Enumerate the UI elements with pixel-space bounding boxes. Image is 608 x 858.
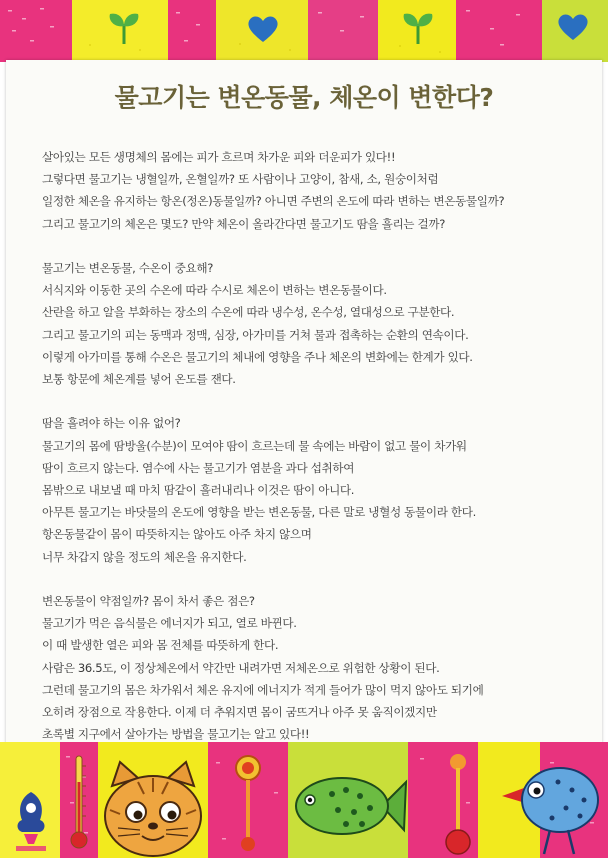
section-heading: 물고기는 변온동물, 수온이 중요해? (42, 261, 214, 275)
text-line: 너무 차갑지 않을 정도의 체온을 유지한다. (42, 549, 247, 564)
text-line: 초록별 지구에서 살아가는 방법을 물고기는 알고 있다!! (42, 727, 310, 742)
text-line: 오히려 장점으로 작용한다. 이제 더 추워지면 몸이 굼뜨거나 아주 못 움직이겠지만 (42, 705, 437, 720)
text-line: 살아있는 모든 생명체의 몸에는 피가 흐르며 차가운 피와 더운피가 있다!! (42, 150, 396, 164)
text-line: 이렇게 아가미를 통해 수온은 물고기의 체내에 영향을 주나 체온의 변화에는 한계가 있다. (42, 349, 473, 364)
text-line: 이 때 발생한 열은 피와 몸 전체를 따뜻하게 한다. (42, 638, 279, 653)
text-line: 서식지와 이동한 곳의 수온에 따라 수시로 체온이 변하는 변온동물이다. (42, 283, 387, 298)
paragraph-water-temperature (42, 257, 594, 390)
top-banner (0, 0, 608, 62)
paragraph-intro (42, 146, 594, 235)
section-heading: 땀을 흘려야 하는 이유 없어? (42, 416, 181, 431)
article-body (42, 146, 594, 790)
thermometer-icon (438, 748, 478, 858)
text-line: 물고기의 몸에 땀방울(수분)이 모여야 땀이 흐르는데 물 속에는 바람이 없고 물이 차가워 (42, 438, 467, 453)
heart-icon (556, 12, 590, 42)
fish-icon (290, 770, 408, 842)
text-line: 그렇다면 물고기는 냉혈일까, 온혈일까? 또 사람이나 고양이, 참새, 소, 원숭이처럼 (42, 172, 439, 187)
sprout-icon (398, 8, 438, 46)
bird-icon (498, 756, 602, 856)
text-line: 산란을 하고 알을 부화하는 장소의 수온에 따라 냉수성, 온수성, 열대성으로 구분한다. (42, 305, 455, 320)
text-line: 사람은 36.5도, 이 정상체온에서 약간만 내려가면 저체온으로 위험한 상황이 된다. (42, 660, 440, 675)
heart-icon (246, 14, 280, 44)
page-title: 물고기는 변온동물, 체온이 변한다? (114, 83, 494, 112)
text-line: 땀이 흐르지 않는다. 염수에 사는 물고기가 염분을 과다 섭취하여 (42, 460, 355, 475)
text-line: 그런데 물고기의 몸은 차가워서 체온 유지에 에너지가 적게 들어가 많이 먹지 않아도 되기에 (42, 682, 484, 697)
text-line: 아무튼 물고기는 바닷물의 온도에 영향을 받는 변온동물, 다른 말로 냉혈성 동물이라 한다. (42, 505, 476, 520)
thermometer-icon (228, 748, 268, 856)
paragraph-sweat (42, 412, 594, 567)
thermometer-icon (66, 752, 92, 852)
text-line: 그리고 물고기의 체온은 몇도? 만약 체온이 올라간다면 물고기도 땀을 흘리는 걸까? (42, 216, 445, 231)
text-line: 보통 항문에 체온계를 넣어 온도를 잰다. (42, 372, 236, 387)
bottom-banner (0, 742, 608, 858)
text-line: 항온동물같이 몸이 따뜻하지는 않아도 아주 차지 않으며 (42, 527, 312, 542)
text-line: 물고기가 먹은 음식물은 에너지가 되고, 열로 바뀐다. (42, 616, 297, 631)
sprout-icon (104, 8, 144, 46)
text-line: 그리고 물고기의 피는 동맥과 정맥, 심장, 아가미를 거쳐 물과 접촉하는 순환의 연속이다. (42, 327, 469, 342)
text-line: 일정한 체온을 유지하는 항온(정온)동물일까? 아니면 주변의 온도에 따라 변하는 변온동물일까? (42, 194, 505, 209)
paper-sheet (6, 60, 602, 744)
text-line: 몸밖으로 내보낼 때 마치 땀같이 흘러내리나 이것은 땀이 아니다. (42, 483, 355, 498)
paragraph-advantage (42, 590, 594, 768)
cat-icon (98, 760, 208, 858)
logo-icon (12, 788, 50, 856)
top-banner-art (0, 0, 608, 62)
section-heading: 변온동물이 약점일까? 몸이 차서 좋은 점은? (42, 594, 255, 609)
